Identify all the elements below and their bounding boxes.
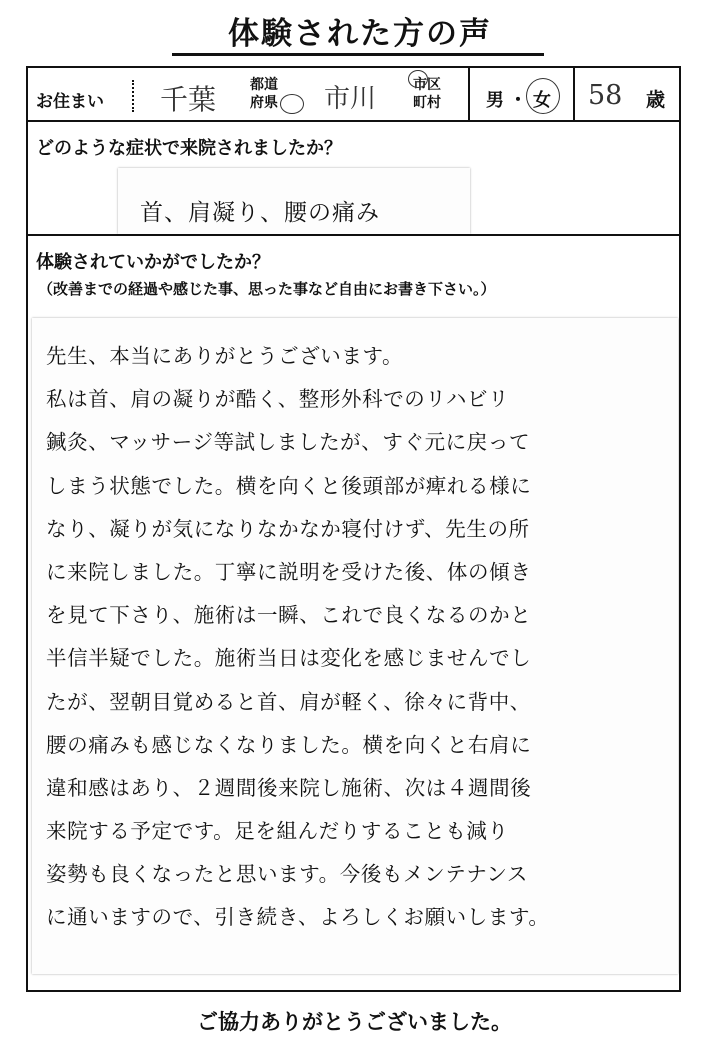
city-value: 市川 xyxy=(324,84,377,114)
answer-line: を見て下さり、施術は一瞬、これで良くなるのかと xyxy=(46,603,532,628)
gender-selected-circle xyxy=(526,78,560,114)
header-row-divider xyxy=(28,120,679,122)
answer-line: 違和感はあり、２週間後来院し施術、次は４週間後 xyxy=(46,775,532,800)
answer-line: 先生、本当にありがとうございます。 xyxy=(46,344,404,368)
experience-instructions: （改善までの経過や感じた事、思った事など自由にお書き下さい。） xyxy=(38,280,496,298)
thank-you-footer: ご協力ありがとうございました。 xyxy=(197,1010,512,1034)
city-circle xyxy=(408,70,428,88)
gender-male: 男 xyxy=(486,90,504,111)
prefecture-value: 千葉 xyxy=(160,83,217,116)
prefecture-type-label: 都道 府県 xyxy=(250,77,278,111)
gender-female: 女 xyxy=(533,90,551,111)
answer-line: 鍼灸、マッサージ等試しましたが、すぐ元に戻って xyxy=(46,430,531,455)
city-type-label: 市区 町村 xyxy=(413,77,441,111)
symptom-answer: 首、肩凝り、腰の痛み xyxy=(140,200,380,226)
experience-answer xyxy=(46,338,676,943)
age-unit: 歳 xyxy=(646,89,666,111)
answer-line: 私は首、肩の凝りが酷く、整形外科でのリハビリ xyxy=(46,387,510,412)
answer-line: に通いますので、引き続き、よろしくお願いします。 xyxy=(46,905,550,930)
age-divider-left xyxy=(573,68,575,122)
experience-question: 体験されていかがでしたか？ xyxy=(36,252,270,273)
answer-line: 腰の痛みも感じなくなりました。横を向くと右肩に xyxy=(46,732,532,757)
answer-line: たが、翌朝目覚めると首、肩が軽く、徐々に背中、 xyxy=(46,689,531,714)
answer-line: 来院する予定です。足を組んだりすることも減り xyxy=(46,819,509,844)
q1-divider xyxy=(28,234,679,236)
address-label: お住まい xyxy=(36,92,104,112)
symptom-question: どのような症状で来院されましたか？ xyxy=(36,138,342,159)
page-title: 体験された方の声 xyxy=(228,16,492,52)
answer-line: に来院しました。丁寧に説明を受けた後、体の傾き xyxy=(46,559,532,584)
prefecture-circle xyxy=(280,94,304,114)
gender-divider-left xyxy=(468,68,470,122)
age-value: 58 xyxy=(588,80,623,111)
answer-line: 半信半疑でした。施術当日は変化を感じませんでし xyxy=(46,646,532,671)
title-underline xyxy=(172,53,544,56)
answer-line: しまう状態でした。横を向くと後頭部が痺れる様に xyxy=(46,473,532,498)
answer-line: 姿勢も良くなったと思います。今後もメンテナンス xyxy=(46,862,529,887)
gender-separator: ・ xyxy=(509,90,527,111)
address-dotted-divider xyxy=(132,80,136,112)
answer-line: なり、凝りが気になりなかなか寝付けず、先生の所 xyxy=(46,516,530,541)
